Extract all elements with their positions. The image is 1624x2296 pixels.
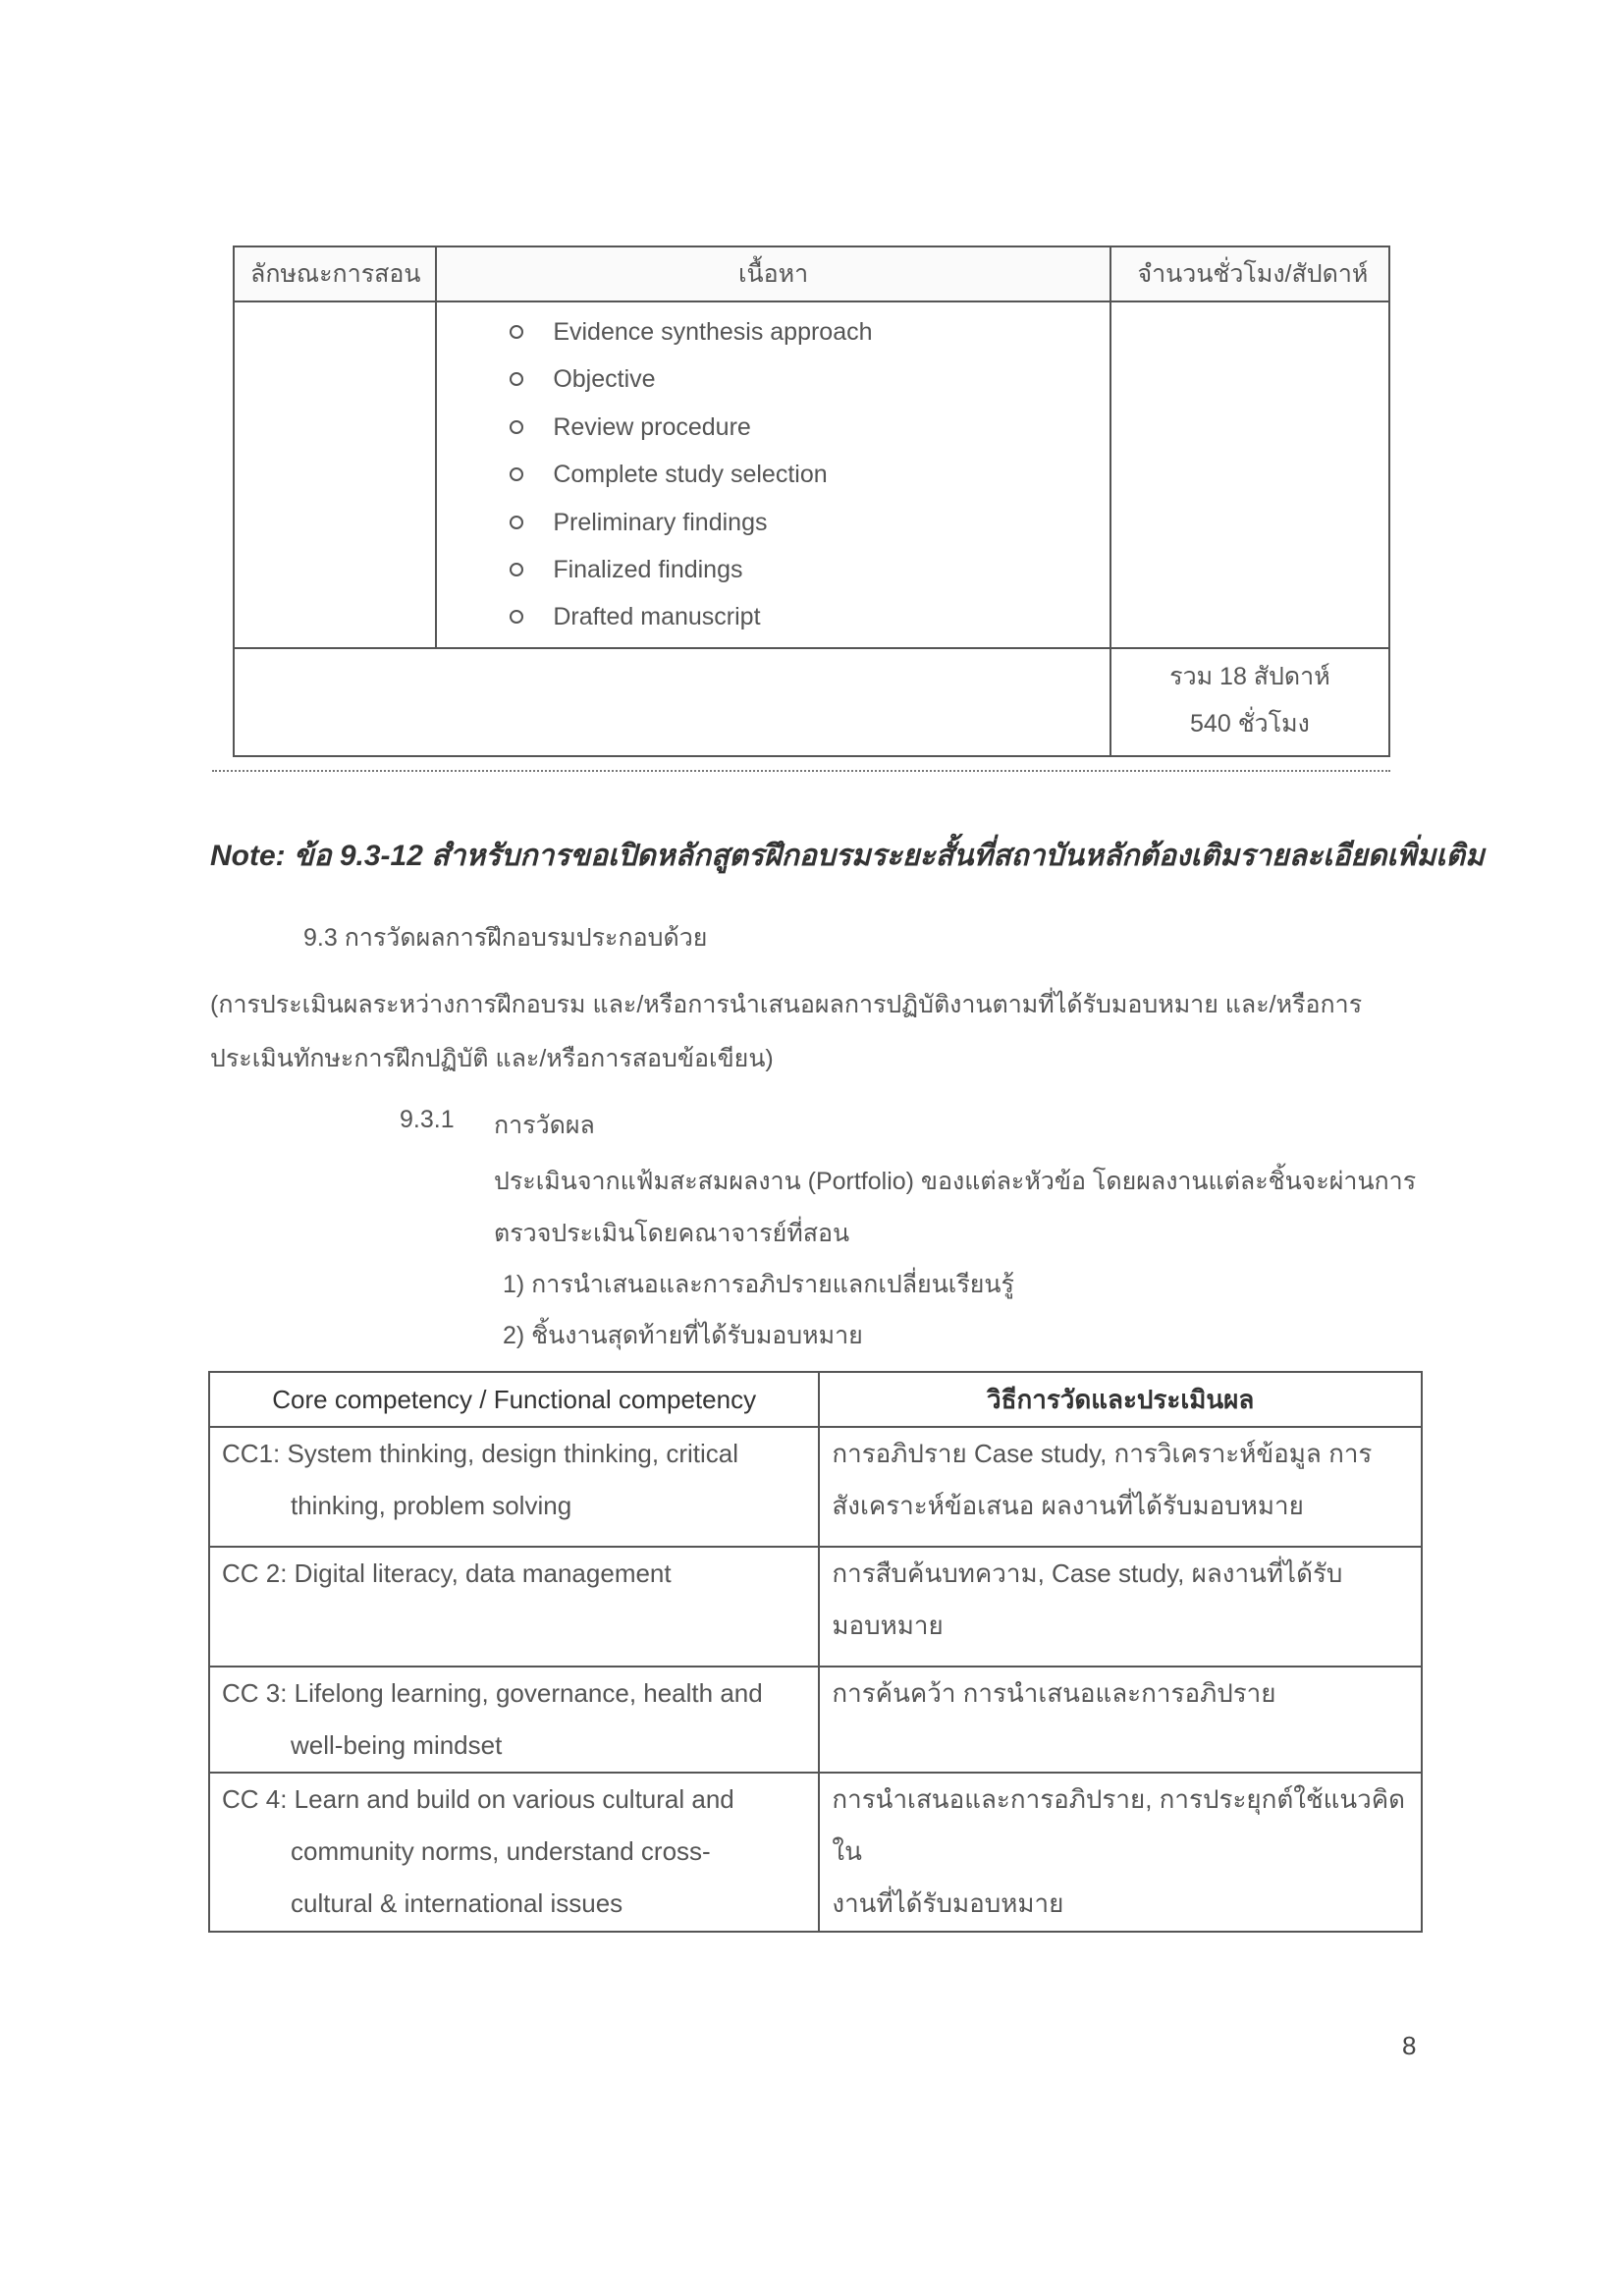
teaching-style-cell	[234, 301, 436, 648]
list-item: Objective	[437, 355, 1110, 403]
section-paren-line1: (การประเมินผลระหว่างการฝึกอบรม และ/หรือการนำเสนอผลการปฏิบัติงานตามที่ได้รับมอบหมาย และ/หรือการ	[210, 991, 1363, 1018]
circle-bullet-icon	[510, 467, 523, 481]
table-row	[209, 1427, 1422, 1547]
circle-bullet-icon	[510, 563, 523, 576]
dotted-separator	[212, 770, 1390, 772]
competency-cell: CC 4: Learn and build on various cultural and community norms, understand cross- cultural & international issues	[209, 1773, 819, 1932]
competency-table	[208, 1371, 1423, 1933]
note-text: Note: ข้อ 9.3-12 สำหรับการขอเปิดหลักสูตรฝึกอบรมระยะสั้นที่สถาบันหลักต้องเติมรายละเอียดเพิ่มเติม	[210, 840, 1485, 872]
circle-bullet-icon	[510, 325, 523, 339]
measure-item-1: 1) การนำเสนอและการอภิปรายแลกเปลี่ยนเรียนรู้	[503, 1271, 1014, 1298]
content-cell	[436, 301, 1110, 648]
table-row	[209, 1773, 1422, 1932]
header-competency: Core competency / Functional competency	[209, 1372, 819, 1427]
header-teaching-style: ลักษณะการสอน	[234, 246, 436, 301]
header-content: เนื้อหา	[436, 246, 1110, 301]
schedule-total-row	[234, 648, 1389, 756]
method-cell: การอภิปราย Case study, การวิเคราะห์ข้อมูล การ สังเคราะห์ข้อเสนอ ผลงานที่ได้รับมอบหมาย	[819, 1427, 1422, 1547]
measure-item-2: 2) ชิ้นงานสุดท้ายที่ได้รับมอบหมาย	[503, 1322, 863, 1349]
subsection-desc-line1: ประเมินจากแฟ้มสะสมผลงาน (Portfolio) ของแต่ละหัวข้อ โดยผลงานแต่ละชิ้นจะผ่านการ	[494, 1168, 1417, 1195]
table-row	[209, 1547, 1422, 1667]
list-item: Evidence synthesis approach	[437, 308, 1110, 355]
section-heading: 9.3 การวัดผลการฝึกอบรมประกอบด้วย	[303, 924, 708, 952]
schedule-table	[233, 246, 1390, 757]
hours-cell	[1110, 301, 1389, 648]
header-assessment-method: วิธีการวัดและประเมินผล	[819, 1372, 1422, 1427]
competency-header-row	[209, 1372, 1422, 1427]
page-number: 8	[1402, 2031, 1417, 2060]
list-item: Review procedure	[437, 404, 1110, 451]
total-hours: 540 ชั่วโมง	[1190, 709, 1310, 738]
subsection-desc-line2: ตรวจประเมินโดยคณาจารย์ที่สอน	[494, 1220, 850, 1247]
circle-bullet-icon	[510, 610, 523, 624]
subsection-number: 9.3.1	[400, 1106, 455, 1133]
content-bullet-list	[437, 302, 1110, 647]
method-cell: การค้นคว้า การนำเสนอและการอภิปราย	[819, 1667, 1422, 1773]
table-row	[209, 1667, 1422, 1773]
competency-cell: CC 2: Digital literacy, data management	[209, 1547, 819, 1667]
total-cell	[1110, 648, 1389, 756]
schedule-header-row	[234, 246, 1389, 301]
method-cell: การสืบค้นบทความ, Case study, ผลงานที่ได้รับ มอบหมาย	[819, 1547, 1422, 1667]
circle-bullet-icon	[510, 420, 523, 434]
subsection-title: การวัดผล	[494, 1112, 595, 1139]
schedule-content-row	[234, 301, 1389, 648]
competency-cell: CC1: System thinking, design thinking, critical thinking, problem solving	[209, 1427, 819, 1547]
total-label-cell	[234, 648, 1110, 756]
competency-cell: CC 3: Lifelong learning, governance, health and well-being mindset	[209, 1667, 819, 1773]
list-item: Preliminary findings	[437, 499, 1110, 546]
header-hours-per-week: จำนวนชั่วโมง/สัปดาห์	[1110, 246, 1389, 301]
total-weeks: รวม 18 สัปดาห์	[1169, 662, 1330, 690]
circle-bullet-icon	[510, 372, 523, 386]
section-paren-line2: ประเมินทักษะการฝึกปฏิบัติ และ/หรือการสอบข้อเขียน)	[210, 1045, 774, 1072]
circle-bullet-icon	[510, 516, 523, 529]
list-item: Drafted manuscript	[437, 593, 1110, 640]
list-item: Complete study selection	[437, 451, 1110, 498]
list-item: Finalized findings	[437, 546, 1110, 593]
method-cell: การนำเสนอและการอภิปราย, การประยุกต์ใช้แนวคิดใน งานที่ได้รับมอบหมาย	[819, 1773, 1422, 1932]
